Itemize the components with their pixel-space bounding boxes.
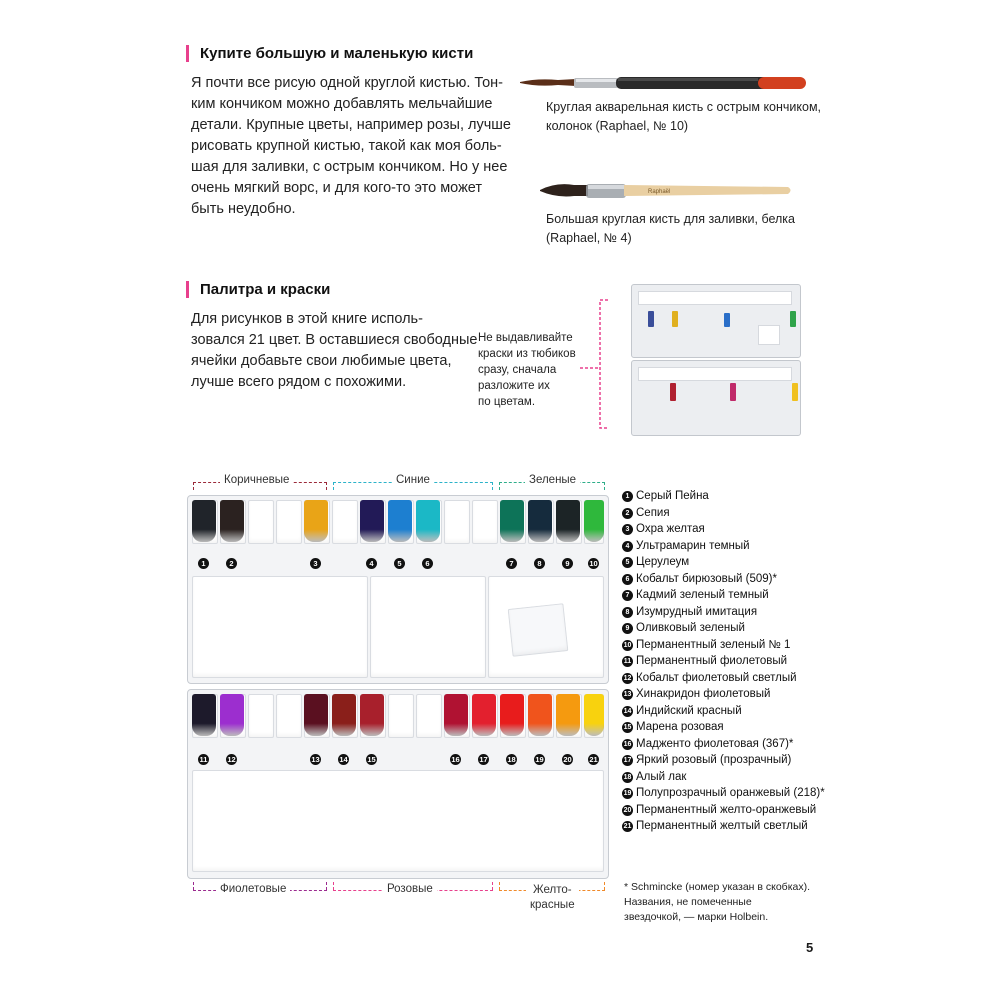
text-line: быть неудобно. xyxy=(191,201,296,217)
bracket-tick xyxy=(492,482,493,490)
legend-item xyxy=(622,703,742,719)
legend-number: 4 xyxy=(622,541,633,552)
legend-name: Кадмий зеленый темный xyxy=(636,589,769,601)
text-line: рисовать крупной кистью, такой как моя боль- xyxy=(191,138,502,154)
legend-item xyxy=(622,818,808,834)
legend-number: 1 xyxy=(622,491,633,502)
caption-line: (Raphael, № 4) xyxy=(546,231,632,245)
mixing-well xyxy=(192,576,368,678)
legend-item xyxy=(622,488,709,504)
paint-swatch-12 xyxy=(220,694,244,736)
legend-item xyxy=(622,653,787,669)
wash-brush-image xyxy=(538,178,794,204)
well xyxy=(388,694,414,738)
legend-name: Яркий розовый (прозрачный) xyxy=(636,754,792,766)
paint-number: 16 xyxy=(451,755,460,764)
caption-line: колонок (Raphael, № 10) xyxy=(546,119,689,133)
paint-number: 8 xyxy=(534,558,545,569)
legend-number: 21 xyxy=(623,823,632,830)
paint-swatch-15 xyxy=(360,694,384,736)
legend-name: Индийский красный xyxy=(636,704,742,717)
mini-tube xyxy=(648,311,654,327)
paint-number: 9 xyxy=(562,558,573,569)
legend-item xyxy=(622,670,797,686)
legend-item xyxy=(622,802,816,818)
group-pink-label: Розовые xyxy=(383,883,437,895)
legend-item xyxy=(622,736,793,752)
legend-name: Охра желтая xyxy=(636,523,705,535)
legend-name: Алый лак xyxy=(636,770,687,783)
group-brown-label: Коричневые xyxy=(220,474,293,486)
paint-number: 6 xyxy=(422,558,433,569)
legend-name: Перманентный желтый светлый xyxy=(636,820,808,832)
footnote-line: * Schmincke (номер указан в скобках). xyxy=(624,881,811,893)
mini-palette-bottom xyxy=(631,360,801,436)
legend-number: 16 xyxy=(623,740,632,748)
paint-swatch-21 xyxy=(584,694,604,736)
mini-thumb-well xyxy=(758,325,780,345)
mini-well-row xyxy=(638,291,792,305)
legend-item xyxy=(622,554,689,570)
legend-number: 18 xyxy=(623,773,632,781)
paint-number: 3 xyxy=(310,558,321,569)
round-brush-image xyxy=(518,70,808,96)
legend-number: 14 xyxy=(623,707,632,715)
brand-logo-text: Raphaël xyxy=(648,189,671,195)
legend-item xyxy=(622,521,705,537)
note-line: по цветам. xyxy=(478,396,536,408)
mixing-well xyxy=(192,770,604,872)
legend-number: 7 xyxy=(622,590,633,601)
legend-item xyxy=(622,752,791,768)
legend-name: Ультрамарин темный xyxy=(636,539,750,552)
text-line: ким кончиком можно добавлять мельчайшие xyxy=(191,96,493,112)
legend-item xyxy=(622,587,769,603)
paint-number: 13 xyxy=(311,755,320,764)
footnote-line: звездочкой, — марки Holbein. xyxy=(624,911,769,923)
legend-number: 6 xyxy=(622,574,633,585)
footnote-line: Названия, не помеченные xyxy=(624,896,752,908)
bracket-tick xyxy=(193,882,194,890)
bracket-tick xyxy=(193,482,194,490)
label-line: Желто- xyxy=(533,884,572,896)
paint-swatch-16 xyxy=(444,694,468,736)
legend-number: 13 xyxy=(623,691,632,698)
legend-item xyxy=(622,505,670,521)
legend-number: 19 xyxy=(623,790,632,797)
note-line: разложите их xyxy=(478,380,550,392)
legend-name: Перманентный фиолетовый xyxy=(636,655,788,667)
legend-name: Оливковый зеленый xyxy=(636,622,745,634)
text-line: детали. Крупные цветы, например розы, лучше xyxy=(191,117,511,133)
paint-number: 20 xyxy=(563,755,572,764)
legend-name: Перманентный зеленый № 1 xyxy=(636,638,791,651)
legend-name: Полупрозрачный оранжевый (218)* xyxy=(636,787,825,799)
well xyxy=(444,500,470,544)
legend-name: Кобальт бирюзовый (509)* xyxy=(636,572,777,585)
legend-name: Сепия xyxy=(636,506,670,519)
paint-number: 2 xyxy=(226,558,237,569)
brushes-paragraph xyxy=(191,73,511,220)
paint-number: 4 xyxy=(366,558,377,569)
text-line: ячейки добавьте свои любимые цвета, xyxy=(191,353,452,369)
legend-number: 5 xyxy=(622,557,633,568)
text-line: зовался 21 цвет. В оставшиеся свободные xyxy=(191,332,478,348)
legend-name: Кобальт фиолетовый светлый xyxy=(636,671,797,684)
legend-number: 12 xyxy=(623,674,632,682)
bracket-tick xyxy=(333,882,334,890)
paint-swatch-17 xyxy=(472,694,496,736)
caption-line: Большая круглая кисть для заливки, белка xyxy=(546,212,795,226)
paint-number: 7 xyxy=(506,558,517,569)
note-line: краски из тюбиков xyxy=(478,348,576,360)
paint-swatch-6 xyxy=(416,500,440,542)
label-line: красные xyxy=(530,899,575,911)
mini-tube xyxy=(672,311,678,327)
paint-swatch-8 xyxy=(528,500,552,542)
mini-tube xyxy=(670,383,676,401)
bracket-tick xyxy=(333,482,334,490)
paint-swatch-7 xyxy=(500,500,524,542)
legend-name: Мадженто фиолетовая (367)* xyxy=(636,737,794,750)
palette-heading: Палитра и краски xyxy=(186,281,330,298)
legend-item xyxy=(622,637,790,653)
legend-item xyxy=(622,571,777,587)
legend-item xyxy=(622,686,770,702)
legend-number: 8 xyxy=(622,607,633,618)
connector-bracket xyxy=(578,296,618,436)
paint-swatch-1 xyxy=(192,500,216,542)
paint-swatch-19 xyxy=(528,694,552,736)
group-blue-label: Синие xyxy=(392,474,434,486)
paint-number: 11 xyxy=(199,755,208,764)
bracket-tick xyxy=(492,882,493,890)
footnote xyxy=(624,880,810,925)
legend-item xyxy=(622,785,825,801)
well xyxy=(276,500,302,544)
mini-tube xyxy=(792,383,798,401)
mini-well-row xyxy=(638,367,792,381)
mini-tube xyxy=(730,383,736,401)
legend-number: 2 xyxy=(622,508,633,519)
paint-swatch-4 xyxy=(360,500,384,542)
paint-number: 17 xyxy=(479,755,488,764)
caption-line: Круглая акварельная кисть с острым кончиком, xyxy=(546,100,822,114)
paint-swatch-5 xyxy=(388,500,412,542)
group-green-label: Зеленые xyxy=(525,474,580,486)
legend-name: Серый Пейна xyxy=(636,490,709,502)
thumb-hole xyxy=(508,603,569,657)
mini-tube xyxy=(790,311,796,327)
legend-name: Марена розовая xyxy=(636,721,724,733)
well xyxy=(472,500,498,544)
mini-tube xyxy=(724,313,730,327)
note-line: сразу, сначала xyxy=(478,364,557,376)
bracket-tick xyxy=(326,482,327,490)
paint-swatch-20 xyxy=(556,694,580,736)
legend-name: Церулеум xyxy=(636,556,690,568)
text-line: Я почти все рисую одной круглой кистью. Тон- xyxy=(191,75,504,91)
group-violet-label: Фиолетовые xyxy=(216,883,290,895)
text-line: очень мягкий ворс, и для кого-то это может xyxy=(191,180,482,196)
legend-number: 3 xyxy=(622,524,633,535)
paint-swatch-3 xyxy=(304,500,328,542)
legend-item xyxy=(622,538,750,554)
legend-name: Изумрудный имитация xyxy=(636,605,758,618)
legend-number: 10 xyxy=(623,641,632,649)
legend-name: Перманентный желто-оранжевый xyxy=(636,803,817,816)
paint-swatch-11 xyxy=(192,694,216,736)
note-line: Не выдавливайте xyxy=(478,332,573,344)
paint-number: 19 xyxy=(535,755,544,764)
well xyxy=(276,694,302,738)
well xyxy=(416,694,442,738)
paint-swatch-2 xyxy=(220,500,244,542)
legend-number: 17 xyxy=(623,757,632,764)
page-number: 5 xyxy=(806,940,814,955)
text-line: Для рисунков в этой книге исполь- xyxy=(191,311,423,327)
paint-swatch-14 xyxy=(332,694,356,736)
paint-swatch-10 xyxy=(584,500,604,542)
paint-number: 12 xyxy=(227,755,236,764)
mixing-well xyxy=(370,576,486,678)
paint-number: 1 xyxy=(198,558,209,569)
well xyxy=(248,694,274,738)
group-yellow-red-label xyxy=(526,883,579,913)
paint-number: 5 xyxy=(394,558,405,569)
paint-number: 18 xyxy=(507,755,516,764)
legend-item xyxy=(622,719,724,735)
bracket-tick xyxy=(604,482,605,490)
paint-number: 15 xyxy=(367,755,376,764)
text-line: лучше всего рядом с похожими. xyxy=(191,374,407,390)
legend-item xyxy=(622,604,757,620)
legend-number: 9 xyxy=(622,623,633,634)
palette-paragraph xyxy=(191,309,491,393)
legend-number: 20 xyxy=(623,806,632,814)
paint-number: 14 xyxy=(339,755,348,764)
bracket-tick xyxy=(326,882,327,890)
paint-swatch-18 xyxy=(500,694,524,736)
bracket-tick xyxy=(604,882,605,890)
brush1-caption xyxy=(546,98,821,136)
legend-item xyxy=(622,620,745,636)
paint-swatch-9 xyxy=(556,500,580,542)
legend-name: Хинакридон фиолетовый xyxy=(636,688,771,700)
legend-number: 15 xyxy=(623,724,632,731)
well xyxy=(248,500,274,544)
bracket-tick xyxy=(499,882,500,890)
legend-item xyxy=(622,769,686,785)
paint-swatch-13 xyxy=(304,694,328,736)
palette-tip-note xyxy=(478,330,576,410)
brush2-caption xyxy=(546,210,795,248)
mini-palette-top xyxy=(631,284,801,358)
text-line: шая для заливки, с острым кончиком. Но у нее xyxy=(191,159,508,175)
legend-number: 11 xyxy=(623,658,632,665)
bracket-tick xyxy=(499,482,500,490)
well xyxy=(332,500,358,544)
brushes-heading: Купите большую и маленькую кисти xyxy=(186,45,473,62)
paint-number: 21 xyxy=(589,755,598,764)
paint-number: 10 xyxy=(589,559,598,568)
